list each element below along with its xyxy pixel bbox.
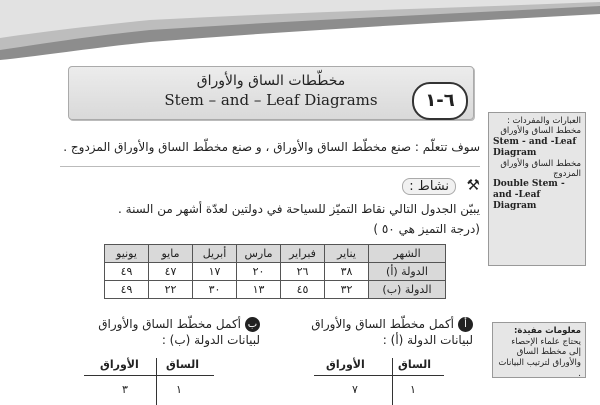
table-cell: الدولة (ب)	[369, 281, 446, 299]
table-cell: ٢٢	[149, 281, 193, 299]
vocab-term1-english: Stem - and -Leaf Diagram	[493, 136, 577, 158]
table-cell: ١٣	[237, 281, 281, 299]
section-divider	[60, 166, 480, 167]
part-b-divider-line	[156, 358, 157, 405]
part-b-leaf-header: الأوراق	[100, 358, 139, 371]
part-b-line2: لبيانات الدولة (ب) :	[161, 333, 260, 348]
part-b-header-line	[84, 375, 214, 376]
useful-info-text: يحتاج علماء الإحصاء إلى مخطط الساق والأوراق لترتيب البيانات .	[498, 336, 581, 379]
table-cell: ٢٠	[237, 263, 281, 281]
part-a-leaf-value: ٧	[352, 383, 358, 396]
lesson-title-arabic: مخطّطات الساق والأوراق	[196, 73, 346, 89]
part-a-stem-header: الساق	[398, 358, 432, 371]
part-a-leaf-header: الأوراق	[326, 358, 365, 371]
table-cell: ٣٨	[325, 263, 369, 281]
part-b-stem-header: الساق	[166, 358, 200, 371]
part-a-stem-value: ١	[410, 383, 416, 396]
tourism-points-table	[104, 244, 446, 299]
part-b-line1: أكمل مخطّط الساق والأوراق	[98, 317, 241, 331]
page-top-band	[0, 0, 600, 60]
part-b-stem-value: ١	[176, 383, 182, 396]
activity-note: (درجة التميز هي ٥٠ )	[373, 222, 480, 236]
table-cell: ٤٩	[105, 281, 149, 299]
part-a-line2: لبيانات الدولة (أ) :	[382, 333, 473, 348]
table-header-cell: الشهر	[369, 245, 446, 263]
table-header-cell: يناير	[325, 245, 369, 263]
part-b-badge: ب	[245, 317, 260, 332]
lesson-title-english: Stem – and – Leaf Diagrams	[164, 91, 378, 109]
table-header-cell: فبراير	[281, 245, 325, 263]
table-cell: ٢٦	[281, 263, 325, 281]
vocabulary-heading: العبارات والمفردات :	[506, 116, 581, 126]
table-header-cell: مارس	[237, 245, 281, 263]
part-a-instructions	[268, 316, 473, 348]
part-b-instructions	[60, 316, 260, 348]
learning-objective: سوف تتعلّم : صنع مخطّط الساق والأوراق ، و صنع مخطّط الساق والأوراق المزدوج .	[63, 140, 480, 154]
activity-label: نشاط :	[402, 178, 456, 195]
table-cell: ٤٧	[149, 263, 193, 281]
table-cell: ٤٥	[281, 281, 325, 299]
vocab-term1-arabic: مخطط الساق والأوراق	[500, 126, 581, 137]
table-cell: ٤٩	[105, 263, 149, 281]
vocabulary-sidebar	[488, 112, 586, 266]
useful-info-box	[492, 322, 586, 378]
useful-info-heading: معلومات مفيدة:	[514, 326, 581, 336]
part-a-divider-line	[392, 358, 393, 405]
table-cell: الدولة (أ)	[369, 263, 446, 281]
table-header-cell: أبريل	[193, 245, 237, 263]
part-a-badge: أ	[458, 317, 473, 332]
table-header-cell: يونيو	[105, 245, 149, 263]
table-row	[105, 263, 446, 281]
activity-intro: يبيّن الجدول التالي نقاط التميّز للسياحة في دولتين لعدّة أشهر من السنة .	[118, 202, 480, 216]
part-a-line1: أكمل مخطّط الساق والأوراق	[311, 317, 454, 331]
table-header-row	[105, 245, 446, 263]
activity-heading	[300, 176, 480, 195]
table-header-cell: مايو	[149, 245, 193, 263]
part-b-leaf-value: ٣	[122, 383, 128, 396]
vocab-term2-arabic: مخطط الساق والأوراق المزدوج	[500, 158, 581, 180]
table-cell: ١٧	[193, 263, 237, 281]
lesson-number-badge: ٦-١	[412, 82, 468, 120]
table-row	[105, 281, 446, 299]
activity-tools-icon: ⚒	[466, 176, 480, 194]
vocab-term2-english: Double Stem - and -Leaf Diagram	[493, 179, 565, 212]
table-cell: ٣٠	[193, 281, 237, 299]
part-a-header-line	[314, 375, 444, 376]
table-cell: ٣٢	[325, 281, 369, 299]
